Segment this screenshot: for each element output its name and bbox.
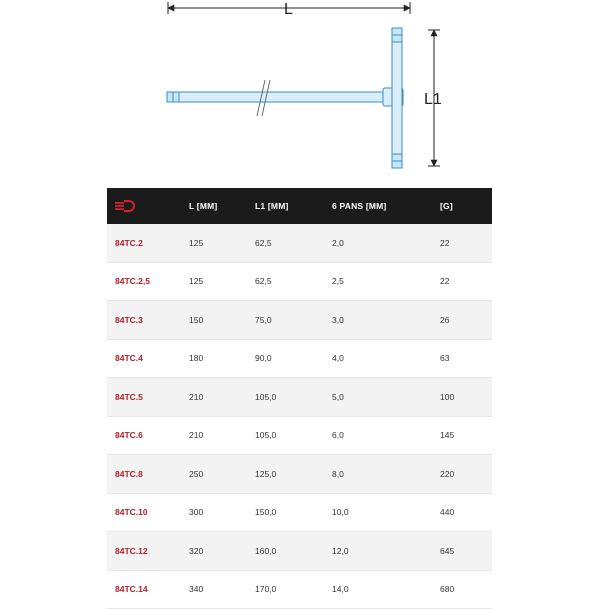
row-hex-size: 14,0 bbox=[332, 584, 440, 594]
length-label: L bbox=[284, 1, 293, 18]
height-label: L1 bbox=[424, 91, 442, 108]
column-header-hex-size: 6 PANS [MM] bbox=[332, 201, 440, 211]
row-length: 340 bbox=[189, 584, 255, 594]
row-weight: 63 bbox=[440, 353, 492, 363]
table-row bbox=[107, 455, 492, 494]
row-hex-size: 4,0 bbox=[332, 353, 440, 363]
height-dimension bbox=[424, 30, 442, 166]
row-length: 210 bbox=[189, 430, 255, 440]
row-length: 320 bbox=[189, 546, 255, 556]
row-weight: 22 bbox=[440, 276, 492, 286]
row-length: 210 bbox=[189, 392, 255, 402]
row-weight: 220 bbox=[440, 469, 492, 479]
row-hex-size: 10,0 bbox=[332, 507, 440, 517]
row-hex-size: 8,0 bbox=[332, 469, 440, 479]
row-reference: 84TC.2,5 bbox=[107, 276, 189, 286]
row-hex-size: 12,0 bbox=[332, 546, 440, 556]
row-weight: 145 bbox=[440, 430, 492, 440]
row-weight: 645 bbox=[440, 546, 492, 556]
row-hex-size: 3,0 bbox=[332, 315, 440, 325]
row-weight: 100 bbox=[440, 392, 492, 402]
row-length: 125 bbox=[189, 238, 255, 248]
row-reference: 84TC.3 bbox=[107, 315, 189, 325]
table-row bbox=[107, 494, 492, 533]
row-weight: 26 bbox=[440, 315, 492, 325]
row-height: 105,0 bbox=[255, 430, 332, 440]
table-body bbox=[107, 224, 492, 609]
length-dimension bbox=[168, 1, 410, 18]
row-height: 125,0 bbox=[255, 469, 332, 479]
row-reference: 84TC.4 bbox=[107, 353, 189, 363]
row-length: 150 bbox=[189, 315, 255, 325]
row-height: 75,0 bbox=[255, 315, 332, 325]
row-hex-size: 2,0 bbox=[332, 238, 440, 248]
table-row bbox=[107, 571, 492, 609]
row-length: 180 bbox=[189, 353, 255, 363]
table-row bbox=[107, 301, 492, 340]
column-header-l: L [MM] bbox=[189, 201, 255, 211]
table-row bbox=[107, 263, 492, 302]
row-weight: 680 bbox=[440, 584, 492, 594]
row-reference: 84TC.5 bbox=[107, 392, 189, 402]
row-height: 62,5 bbox=[255, 276, 332, 286]
table-header bbox=[107, 188, 492, 224]
row-reference: 84TC.6 bbox=[107, 430, 189, 440]
facom-logo-icon bbox=[115, 200, 137, 212]
row-weight: 22 bbox=[440, 238, 492, 248]
row-length: 125 bbox=[189, 276, 255, 286]
column-header-l1: L1 [MM] bbox=[255, 201, 332, 211]
brand-cell bbox=[107, 200, 189, 212]
t-wrench-shape bbox=[167, 28, 403, 168]
row-hex-size: 5,0 bbox=[332, 392, 440, 402]
row-length: 300 bbox=[189, 507, 255, 517]
row-height: 160,0 bbox=[255, 546, 332, 556]
row-hex-size: 2,5 bbox=[332, 276, 440, 286]
row-reference: 84TC.14 bbox=[107, 584, 189, 594]
row-weight: 440 bbox=[440, 507, 492, 517]
table-row bbox=[107, 378, 492, 417]
row-reference: 84TC.8 bbox=[107, 469, 189, 479]
row-height: 90,0 bbox=[255, 353, 332, 363]
row-height: 170,0 bbox=[255, 584, 332, 594]
table-row bbox=[107, 224, 492, 263]
table-row bbox=[107, 340, 492, 379]
table-row bbox=[107, 532, 492, 571]
table-row bbox=[107, 417, 492, 456]
t-wrench-diagram bbox=[0, 0, 600, 180]
row-height: 62,5 bbox=[255, 238, 332, 248]
row-reference: 84TC.2 bbox=[107, 238, 189, 248]
spec-table bbox=[107, 188, 492, 609]
row-reference: 84TC.12 bbox=[107, 546, 189, 556]
row-height: 150,0 bbox=[255, 507, 332, 517]
column-header-weight: [G] bbox=[440, 201, 492, 211]
row-height: 105,0 bbox=[255, 392, 332, 402]
row-length: 250 bbox=[189, 469, 255, 479]
row-hex-size: 6,0 bbox=[332, 430, 440, 440]
row-reference: 84TC.10 bbox=[107, 507, 189, 517]
